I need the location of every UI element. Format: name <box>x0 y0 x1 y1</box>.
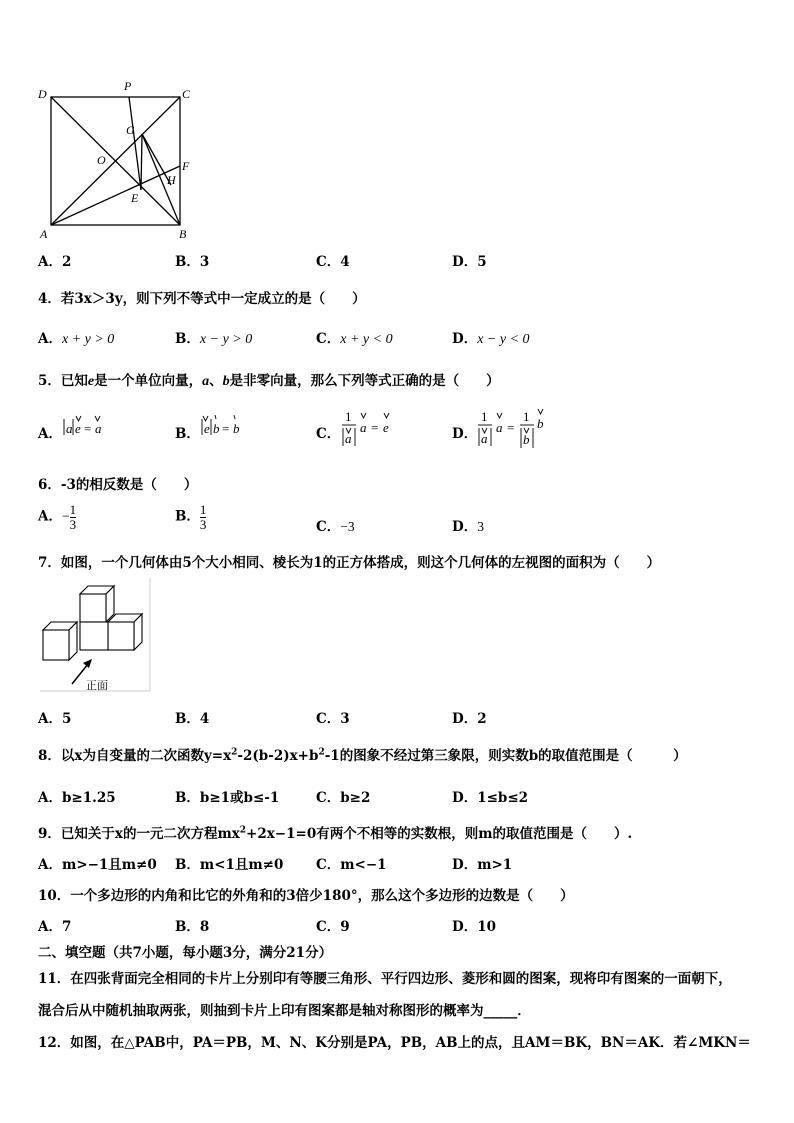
q5-vector-a: a <box>202 374 210 389</box>
q8-option-c: C．b≥2 <box>316 790 371 806</box>
q5-option-a-formula <box>60 410 120 440</box>
q4-option-a-label: A． <box>38 331 62 347</box>
geometry-figure-square <box>36 78 196 243</box>
q4-option-b-expr: x − y > 0 <box>199 332 253 347</box>
label-e: E <box>131 191 139 205</box>
front-view-label: 正面 <box>86 679 108 692</box>
q12-line1: 12．如图，在△PAB中，PA＝PB，M、N、K分别是PA，PB，AB上的点，且AM＝BK，BN＝AK．若∠MKN＝ <box>38 1035 751 1051</box>
q6-option-d-value: 3 <box>477 519 484 534</box>
svg-text:a: a <box>496 420 503 435</box>
svg-text:1: 1 <box>523 409 530 424</box>
q3-option-a: A．2 <box>38 254 72 270</box>
q8-stem-part1: 8．以x为自变量的二次函数y=x <box>38 748 232 764</box>
q5-stem-part1: 5．已知 <box>38 373 88 389</box>
q8-sup2: 2 <box>318 747 325 758</box>
q5-option-c-label: C． <box>316 426 341 442</box>
q9-option-d: D．m>1 <box>452 857 513 873</box>
section-heading-fill-in: 二、填空题（共7小题，每小题3分，满分21分） <box>38 945 333 961</box>
label-f: F <box>182 159 190 173</box>
q6-option-c-label: C． <box>316 519 341 535</box>
q3-option-b: B．3 <box>175 254 210 270</box>
svg-text:a: a <box>481 431 488 446</box>
q10-stem: 10．一个多边形的内角和比它的外角和的3倍少180°，那么这个多边形的边数是（ ） <box>38 888 574 904</box>
q6-option-b-num: 1 <box>199 502 207 517</box>
q6-option-b <box>175 503 206 531</box>
svg-text:b: b <box>233 421 240 436</box>
q8-option-b: B．b≥1或b≤-1 <box>175 790 280 806</box>
svg-text:b: b <box>537 416 544 431</box>
svg-text:1: 1 <box>345 409 352 424</box>
svg-text:a: a <box>95 421 102 436</box>
q7-option-d: D．2 <box>452 711 487 727</box>
svg-text:a: a <box>345 431 352 446</box>
svg-text:=: = <box>222 421 230 436</box>
q8-stem-part3: -1的图象不经过第三象限，则实数b的取值范围是（ ） <box>324 748 687 764</box>
q7-option-a: A．5 <box>38 711 72 727</box>
label-b: B <box>179 227 187 241</box>
q8-stem-part2: -2(b-2)x+b <box>237 748 319 764</box>
q5-stem-part3: 、 <box>209 373 223 389</box>
q10-option-d: D．10 <box>452 919 496 935</box>
q6-option-d <box>452 515 484 535</box>
svg-text:=: = <box>84 421 92 436</box>
q6-option-b-label: B． <box>175 508 200 525</box>
q4-option-c-expr: x + y < 0 <box>340 332 393 347</box>
svg-text:a: a <box>66 421 73 436</box>
q6-option-a-label: A． <box>38 508 62 525</box>
q5-option-c-formula <box>338 404 408 448</box>
segment-af <box>51 166 180 225</box>
q9-stem <box>38 822 632 842</box>
q4-option-a-expr: x + y > 0 <box>61 332 115 347</box>
q4-option-d <box>452 327 530 348</box>
q6-option-a-den: 3 <box>69 516 77 532</box>
q6-option-b-den: 3 <box>199 516 207 532</box>
q5-stem-part4: 是非零向量，那么下列等式正确的是（ ） <box>229 373 500 389</box>
label-c: C <box>182 87 191 101</box>
q3-option-d: D．5 <box>452 254 487 270</box>
svg-text:b: b <box>213 421 220 436</box>
label-h: H <box>167 173 176 187</box>
q10-option-c: C．9 <box>316 919 350 935</box>
q5-option-b-formula <box>198 410 258 440</box>
q5-option-d-label: D． <box>452 426 478 442</box>
q5-vector-b: b <box>222 374 230 389</box>
q6-option-d-label: D． <box>452 519 478 535</box>
q6-option-a-fraction <box>70 503 77 531</box>
q9-stem-part2: +2x−1=0有两个不相等的实数根，则m的取值范围是（ ）. <box>246 826 633 842</box>
svg-text:=: = <box>507 420 515 435</box>
q4-option-d-expr: x − y < 0 <box>477 332 530 347</box>
q5-option-d-formula <box>474 404 554 450</box>
q6-option-c-value: −3 <box>340 519 355 534</box>
label-o: O <box>97 153 106 167</box>
q11-line1: 11．在四张背面完全相同的卡片上分别印有等腰三角形、平行四边形、菱形和圆的图案，现将印有图案的一面朝下， <box>38 971 732 987</box>
q9-stem-part1: 9．已知关于x的一元二次方程mx <box>38 826 240 842</box>
svg-text:=: = <box>371 420 379 435</box>
q4-option-b-label: B． <box>175 331 200 347</box>
label-g: G <box>126 123 135 137</box>
q5-stem <box>38 369 500 390</box>
q9-sup: 2 <box>239 825 247 836</box>
q9-option-c: C．m<−1 <box>316 857 387 873</box>
q5-option-a-label: A． <box>38 426 62 442</box>
q4-option-a <box>38 327 114 348</box>
q7-option-b: B．4 <box>175 711 210 727</box>
svg-text:b: b <box>523 432 530 447</box>
q4-option-c-label: C． <box>316 331 341 347</box>
q9-option-a: A．m>−1且m≠0 <box>38 857 157 873</box>
q8-stem <box>38 744 687 764</box>
q4-option-b <box>175 327 252 348</box>
q10-option-a: A．7 <box>38 919 72 935</box>
q6-option-a <box>38 503 76 531</box>
q5-vector-e: e <box>87 374 95 389</box>
q6-option-c <box>316 515 355 535</box>
q8-option-d: D．1≤b≤2 <box>452 790 529 806</box>
q6-option-a-num: 1 <box>69 502 77 517</box>
q6-stem: 6．-3的相反数是（ ） <box>38 477 198 493</box>
q7-option-c: C．3 <box>316 711 350 727</box>
q8-option-a: A．b≥1.25 <box>38 790 116 806</box>
q8-sup1: 2 <box>231 747 238 758</box>
q9-option-b: B．m<1且m≠0 <box>175 857 284 873</box>
q7-stem: 7．如图，一个几何体由5个大小相同、棱长为1的正方体搭成，则这个几何体的左视图的面积为（ ） <box>38 555 661 571</box>
svg-text:1: 1 <box>481 409 488 424</box>
q4-stem: 4．若3x＞3y，则下列不等式中一定成立的是（ ） <box>38 291 366 307</box>
svg-text:e: e <box>204 421 210 436</box>
label-d: D <box>38 87 47 101</box>
label-a: A <box>40 227 48 241</box>
q6-option-b-fraction <box>200 503 207 531</box>
q3-option-c: C．4 <box>316 254 350 270</box>
segment-ge <box>141 134 142 190</box>
label-p: P <box>124 79 132 93</box>
q11-line2: 混合后从中随机抽取两张，则抽到卡片上印有图案都是轴对称图形的概率为_____． <box>38 1003 531 1019</box>
q4-option-c <box>316 327 393 348</box>
q5-stem-part2: 是一个单位向量， <box>94 373 203 389</box>
q6-option-a-sign: − <box>61 508 70 524</box>
svg-text:e: e <box>75 421 81 436</box>
q5-option-b-label: B． <box>175 426 200 442</box>
svg-text:e: e <box>383 420 389 435</box>
q4-option-d-label: D． <box>452 331 478 347</box>
svg-text:a: a <box>360 420 367 435</box>
q10-option-b: B．8 <box>175 919 210 935</box>
